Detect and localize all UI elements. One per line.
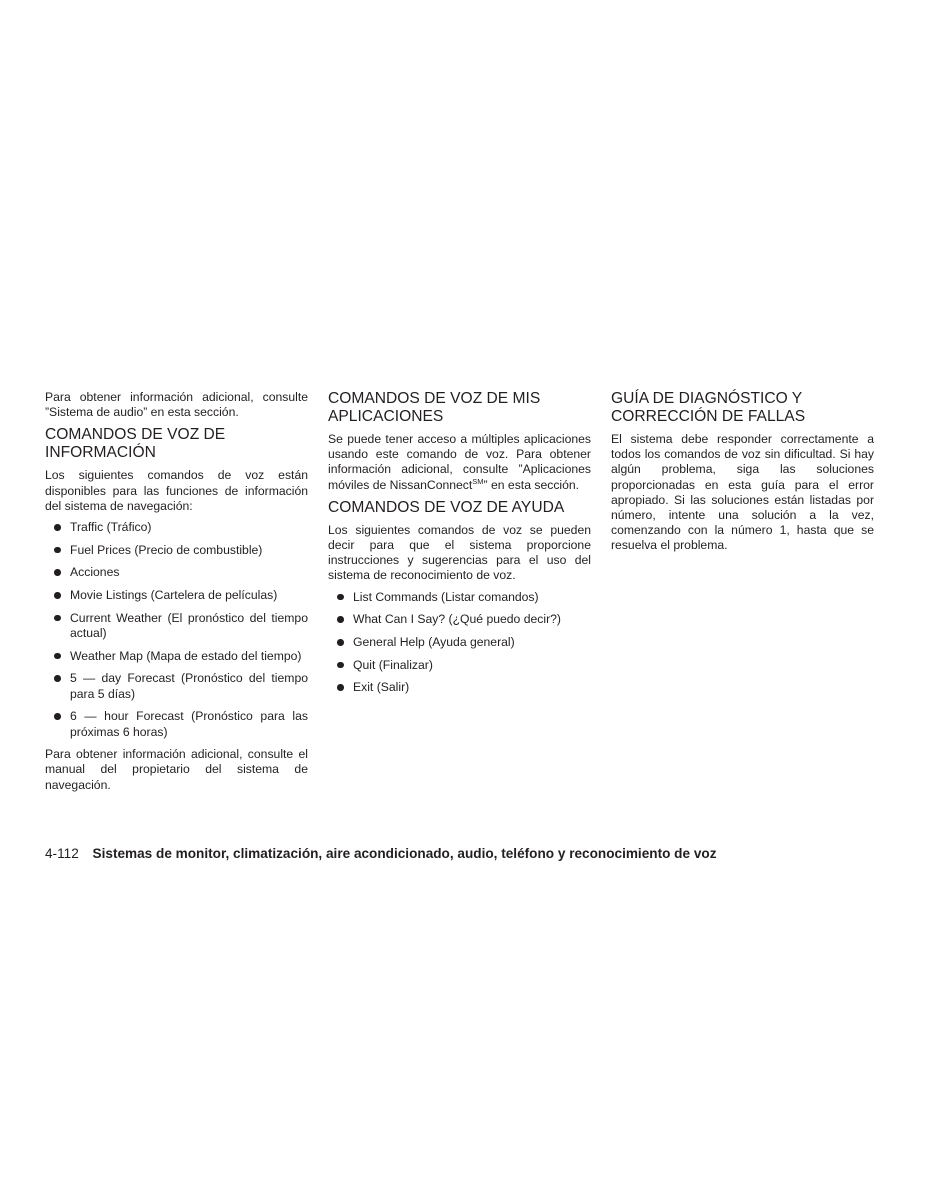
intro-paragraph: Para obtener información adicional, consulte ”Sistema de audio” en esta sección. xyxy=(45,390,308,420)
apps-paragraph: Se puede tener acceso a múltiples aplicaciones usando este comando de voz. Para obtener información adicional, consulte ”Aplicaciones móviles de NissanConnect℠” en esta sección. xyxy=(328,432,591,492)
bullet-icon xyxy=(54,569,61,576)
bullet-icon xyxy=(337,662,344,669)
list-item: Quit (Finalizar) xyxy=(328,658,591,673)
info-command-list xyxy=(45,520,308,740)
bullet-icon xyxy=(337,639,344,646)
help-command-list xyxy=(328,590,591,696)
list-item: 6 — hour Forecast (Pronóstico para las próximas 6 horas) xyxy=(45,709,308,739)
list-item: Weather Map (Mapa de estado del tiempo) xyxy=(45,649,308,664)
list-item: Exit (Salir) xyxy=(328,680,591,695)
footer-title: Sistemas de monitor, climatización, aire acondicionado, audio, teléfono y reconocimiento de voz xyxy=(92,846,717,861)
list-item: 5 — day Forecast (Pronóstico del tiempo para 5 días) xyxy=(45,671,308,701)
bullet-icon xyxy=(54,592,61,599)
bullet-icon xyxy=(54,675,61,682)
page-footer xyxy=(45,846,717,861)
section-heading-aplicaciones: COMANDOS DE VOZ DE MIS APLICACIONES xyxy=(328,390,541,425)
list-item: General Help (Ayuda general) xyxy=(328,635,591,650)
bullet-icon xyxy=(54,524,61,531)
list-item: List Commands (Listar comandos) xyxy=(328,590,591,605)
section-heading-ayuda: COMANDOS DE VOZ DE AYUDA xyxy=(328,498,565,516)
description-paragraph: Los siguientes comandos de voz están disponibles para las funciones de información del sistema de navegación: xyxy=(45,468,308,513)
list-item: Fuel Prices (Precio de combustible) xyxy=(45,543,308,558)
help-paragraph: Los siguientes comandos de voz se pueden decir para que el sistema proporcione instrucciones y sugerencias para el uso del sistema de reconocimiento de voz. xyxy=(328,522,591,583)
page-number: 4-112 xyxy=(45,846,79,861)
diagnostic-paragraph: El sistema debe responder correctamente a todos los comandos de voz sin dificultad. Si hay algún problema, siga las soluciones proporcionadas en esta guía para el error apropiado. Si las soluciones están listadas por número, intente una solución a la vez, comenzando con la número 1, hasta que se resuelva el problema. xyxy=(611,432,874,553)
closing-paragraph: Para obtener información adicional, consulte el manual del propietario del sistema de navegación. xyxy=(45,747,308,792)
column-left xyxy=(45,390,308,799)
list-item: Acciones xyxy=(45,565,308,580)
list-item: Traffic (Tráfico) xyxy=(45,520,308,535)
bullet-icon xyxy=(54,653,61,660)
column-middle xyxy=(328,390,591,703)
list-item: Current Weather (El pronóstico del tiempo actual) xyxy=(45,611,308,641)
bullet-icon xyxy=(337,616,344,623)
bullet-icon xyxy=(337,684,344,691)
column-right xyxy=(611,390,874,560)
bullet-icon xyxy=(54,615,61,622)
bullet-icon xyxy=(54,547,61,554)
bullet-icon xyxy=(54,713,61,720)
section-heading-informacion: COMANDOS DE VOZ DE INFORMACIÓN xyxy=(45,426,226,462)
section-heading-diagnostico: GUÍA DE DIAGNÓSTICO Y CORRECCIÓN DE FALLAS xyxy=(611,390,806,425)
list-item: What Can I Say? (¿Qué puedo decir?) xyxy=(328,612,591,627)
bullet-icon xyxy=(337,594,344,601)
list-item: Movie Listings (Cartelera de películas) xyxy=(45,588,308,603)
